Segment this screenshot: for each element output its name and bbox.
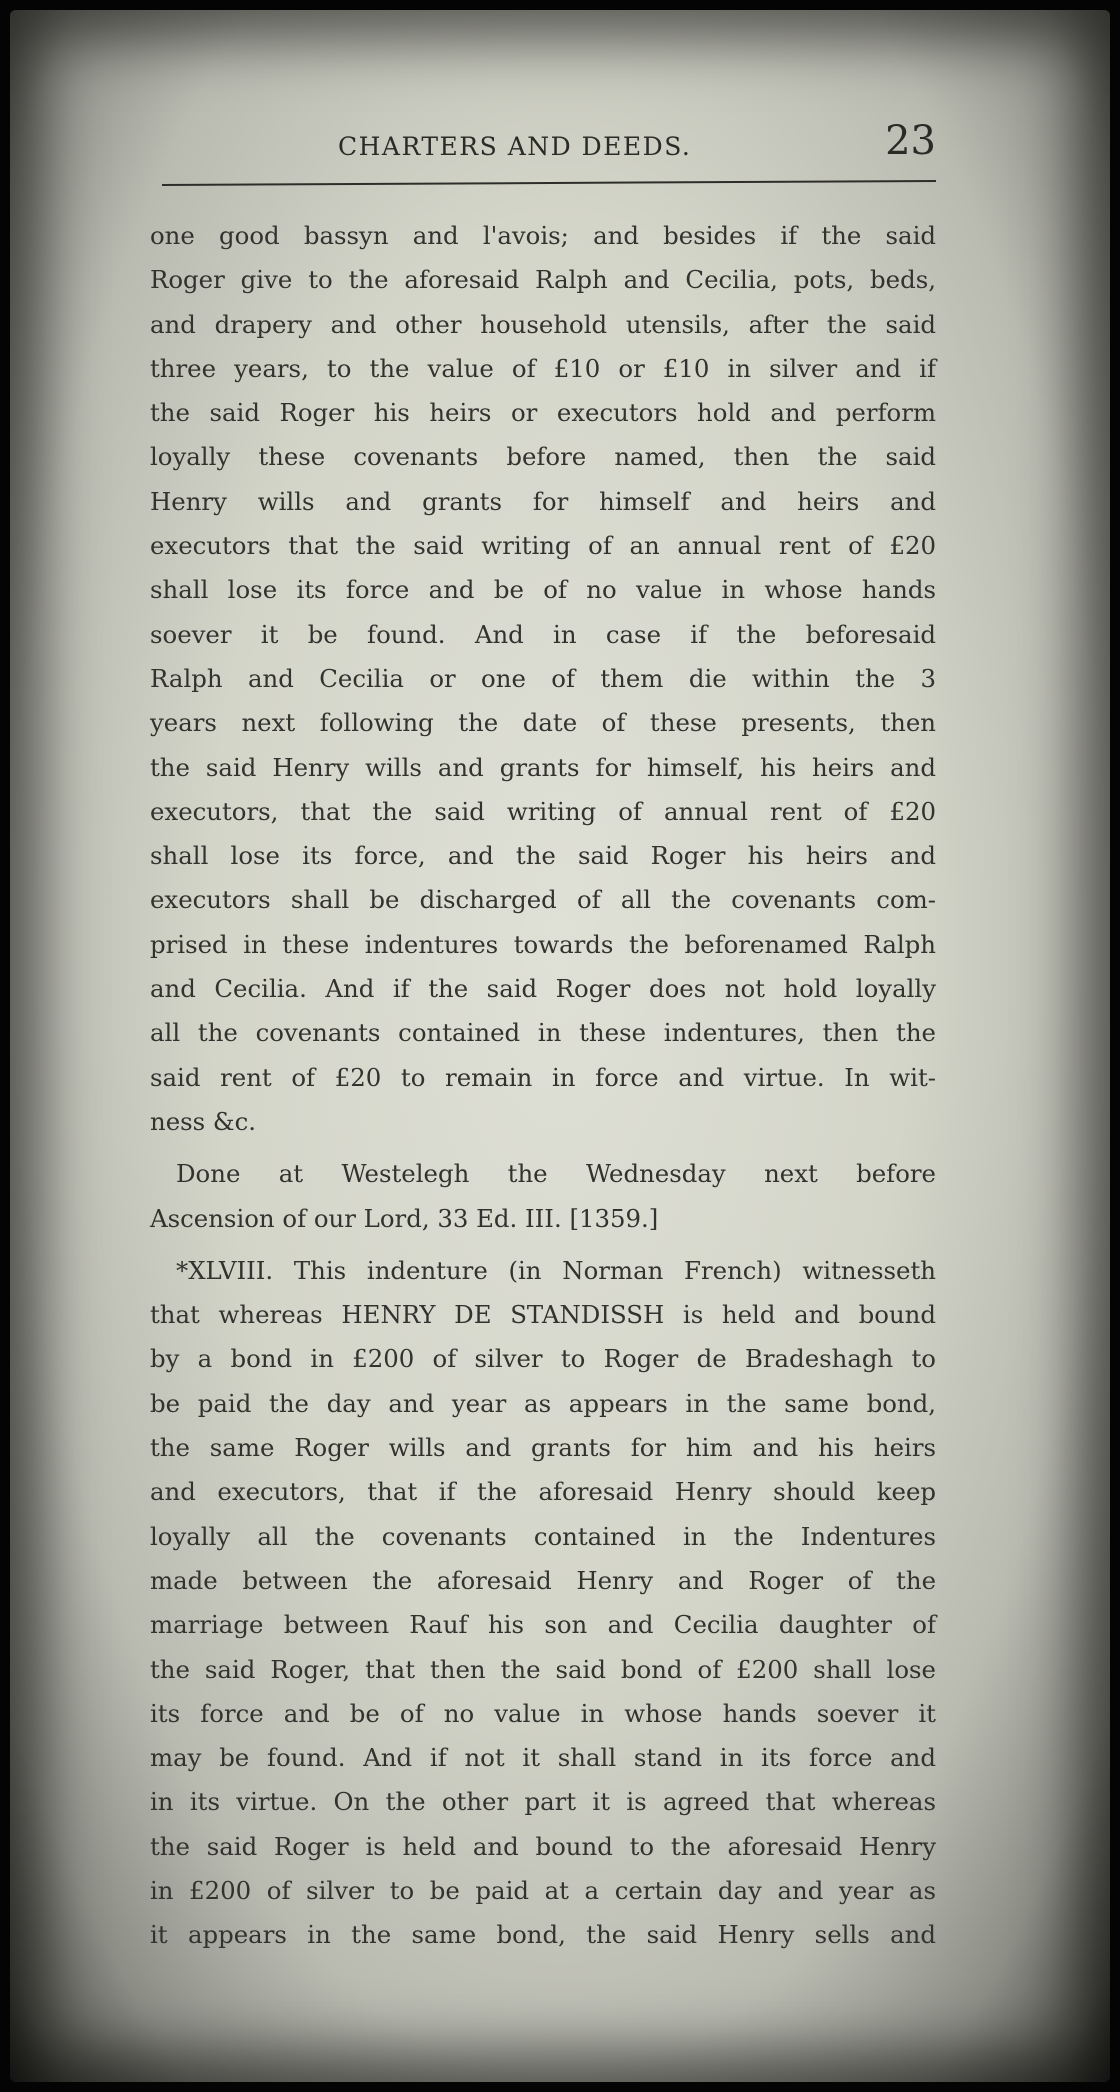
text-line: the said Roger his heirs or executors hold and perform [150,398,936,428]
text-line: prised in these indentures towards the beforenamed Ralph [150,929,936,959]
page-number: 23 [885,118,936,164]
paragraph-1 [150,214,936,1144]
text-line: shall lose its force, and the said Roger his heirs and [150,841,936,871]
paragraph-gap [150,1241,936,1249]
text-line: shall lose its force and be of no value in whose hands [150,575,936,605]
text-line: one good bassyn and l'avois; and besides if the said [150,221,936,250]
text-line: *XLVIII. This indenture (in Norman French) witnesseth [176,1255,936,1285]
text-line: by a bond in £200 of silver to Roger de Bradeshagh to [150,1344,936,1374]
text-line: said rent of £20 to remain in force and virtue. In wit- [150,1062,936,1092]
text-line: executors shall be discharged of all the covenants com- [150,885,936,915]
text-line: Ascension of our Lord, 33 Ed. III. [1359.] [150,1203,659,1233]
text-line: that whereas HENRY DE STANDISSH is held and bound [150,1300,936,1330]
text-line: the said Roger is held and bound to the aforesaid Henry [150,1831,936,1861]
text-line: its force and be of no value in whose hands soever it [150,1698,936,1728]
text-line: all the covenants contained in these indentures, then the [150,1018,936,1048]
text-line: and executors, that if the aforesaid Henry should keep [150,1477,936,1507]
text-line: be paid the day and year as appears in the same bond, [150,1388,936,1418]
text-line: the same Roger wills and grants for him and his heirs [150,1433,936,1463]
text-line: and Cecilia. And if the said Roger does not hold loyally [150,974,936,1004]
text-line: in its virtue. On the other part it is agreed that whereas [150,1787,936,1817]
text-line: in £200 of silver to be paid at a certain day and year as [150,1875,936,1905]
text-line: executors, that the said writing of annual rent of £20 [150,796,936,826]
text-line: it appears in the same bond, the said Henry sells and [150,1920,936,1950]
paragraph-2 [150,1152,936,1241]
page-content [150,110,936,1950]
running-title: CHARTERS AND DEEDS. [338,132,692,161]
page-header [150,110,936,180]
text-line: Done at Westelegh the Wednesday next before [176,1159,936,1189]
text-line: years next following the date of these presents, then [150,708,936,738]
body-text [150,214,936,1958]
text-line: ness &c. [150,1106,257,1136]
text-line: the said Roger, that then the said bond of £200 shall lose [150,1654,936,1684]
text-line: soever it be found. And in case if the beforesaid [150,619,936,649]
text-line: may be found. And if not it shall stand in its force and [150,1743,936,1773]
paragraph-3 [150,1249,936,1958]
book-page [10,10,1110,2082]
text-line: Ralph and Cecilia or one of them die within the 3 [150,663,936,693]
text-line: loyally these covenants before named, then the said [150,442,936,472]
header-rule [162,180,936,186]
paragraph-gap [150,1144,936,1152]
text-line: marriage between Rauf his son and Cecilia daughter of [150,1610,936,1640]
text-line: Henry wills and grants for himself and heirs and [150,486,936,516]
text-line: and drapery and other household utensils, after the said [150,309,936,339]
text-line: executors that the said writing of an annual rent of £20 [150,531,936,561]
text-line: loyally all the covenants contained in the Indentures [150,1521,936,1551]
text-line: three years, to the value of £10 or £10 in silver and if [150,353,936,383]
text-line: made between the aforesaid Henry and Roger of the [150,1565,936,1595]
text-line: Roger give to the aforesaid Ralph and Cecilia, pots, beds, [150,265,936,295]
text-line: the said Henry wills and grants for himself, his heirs and [150,752,936,782]
